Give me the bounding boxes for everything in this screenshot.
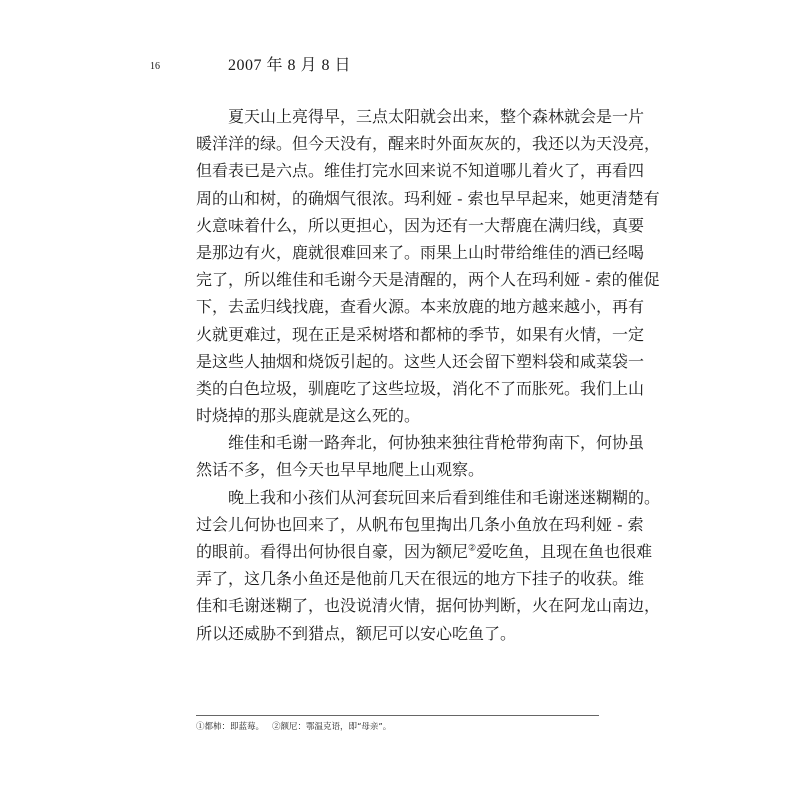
text-line: 是那边有火，鹿就很难回来了。雨果上山时带给维佳的酒已经喝 xyxy=(196,242,645,262)
text-line: 佳和毛谢迷糊了，也没说清火情，据何协判断，火在阿龙山南边， xyxy=(196,596,661,616)
paragraph xyxy=(196,429,645,483)
text-line: 火就更难过，现在正是采树塔和都柿的季节，如果有火情，一定 xyxy=(196,324,645,344)
text-line: 过会儿何协也回来了，从帆布包里掏出几条小鱼放在玛利娅 - 索 xyxy=(196,514,644,534)
text-line: 完了，所以维佳和毛谢今天是清醒的，两个人在玛利娅 - 索的催促 xyxy=(196,270,660,290)
text-line: 火意味着什么，所以更担心，因为还有一大帮鹿在满归线，真要 xyxy=(196,215,645,235)
text-line: 时烧掉的那头鹿就是这么死的。 xyxy=(196,406,421,426)
text-segment: 的眼前。看得出何协很自豪，因为额尼 xyxy=(196,542,469,561)
text-line: 弄了，这几条小鱼还是他前几天在很远的地方下挂子的收获。维 xyxy=(196,569,645,589)
text-line: 所以还威胁不到猎点，额尼可以安心吃鱼了。 xyxy=(196,623,517,643)
footnote-marker: ② xyxy=(468,543,477,554)
footnotes xyxy=(196,721,616,733)
text-line: 类的白色垃圾，驯鹿吃了这些垃圾，消化不了而胀死。我们上山 xyxy=(196,378,645,398)
text-line xyxy=(196,538,653,565)
text-line: 维佳和毛谢一路奔北，何协独来独往背枪带狗南下，何协虽 xyxy=(228,433,645,453)
text-segment: 爱吃鱼，且现在鱼也很难 xyxy=(476,542,653,561)
text-line: 是这些人抽烟和烧饭引起的。这些人还会留下塑料袋和咸菜袋一 xyxy=(196,351,645,371)
text-line: 下，去孟归线找鹿，查看火源。本来放鹿的地方越来越小，再有 xyxy=(196,297,645,317)
footnote-1: ①都柿：即蓝莓。 xyxy=(196,722,265,732)
diary-body xyxy=(196,103,661,647)
footnote-divider xyxy=(196,715,599,716)
paragraph xyxy=(196,103,661,429)
paragraph xyxy=(196,484,661,647)
text-line: 暖洋洋的绿。但今天没有，醒来时外面灰灰的，我还以为天没亮， xyxy=(196,134,661,154)
footnote-2: ②额尼：鄂温克语，即“母亲”。 xyxy=(272,722,392,732)
text-line: 然话不多，但今天也早早地爬上山观察。 xyxy=(196,460,485,480)
text-line: 但看表已是六点。维佳打完水回来说不知道哪儿着火了，再看四 xyxy=(196,161,645,181)
page-number: 16 xyxy=(150,61,160,72)
text-line: 晚上我和小孩们从河套玩回来后看到维佳和毛谢迷迷糊糊的。 xyxy=(228,487,661,507)
entry-date-heading: 2007 年 8 月 8 日 xyxy=(228,57,352,74)
text-line: 夏天山上亮得早，三点太阳就会出来，整个森林就会是一片 xyxy=(228,107,645,126)
text-line: 周的山和树，的确烟气很浓。玛利娅 - 索也早早起来，她更清楚有 xyxy=(196,188,660,208)
